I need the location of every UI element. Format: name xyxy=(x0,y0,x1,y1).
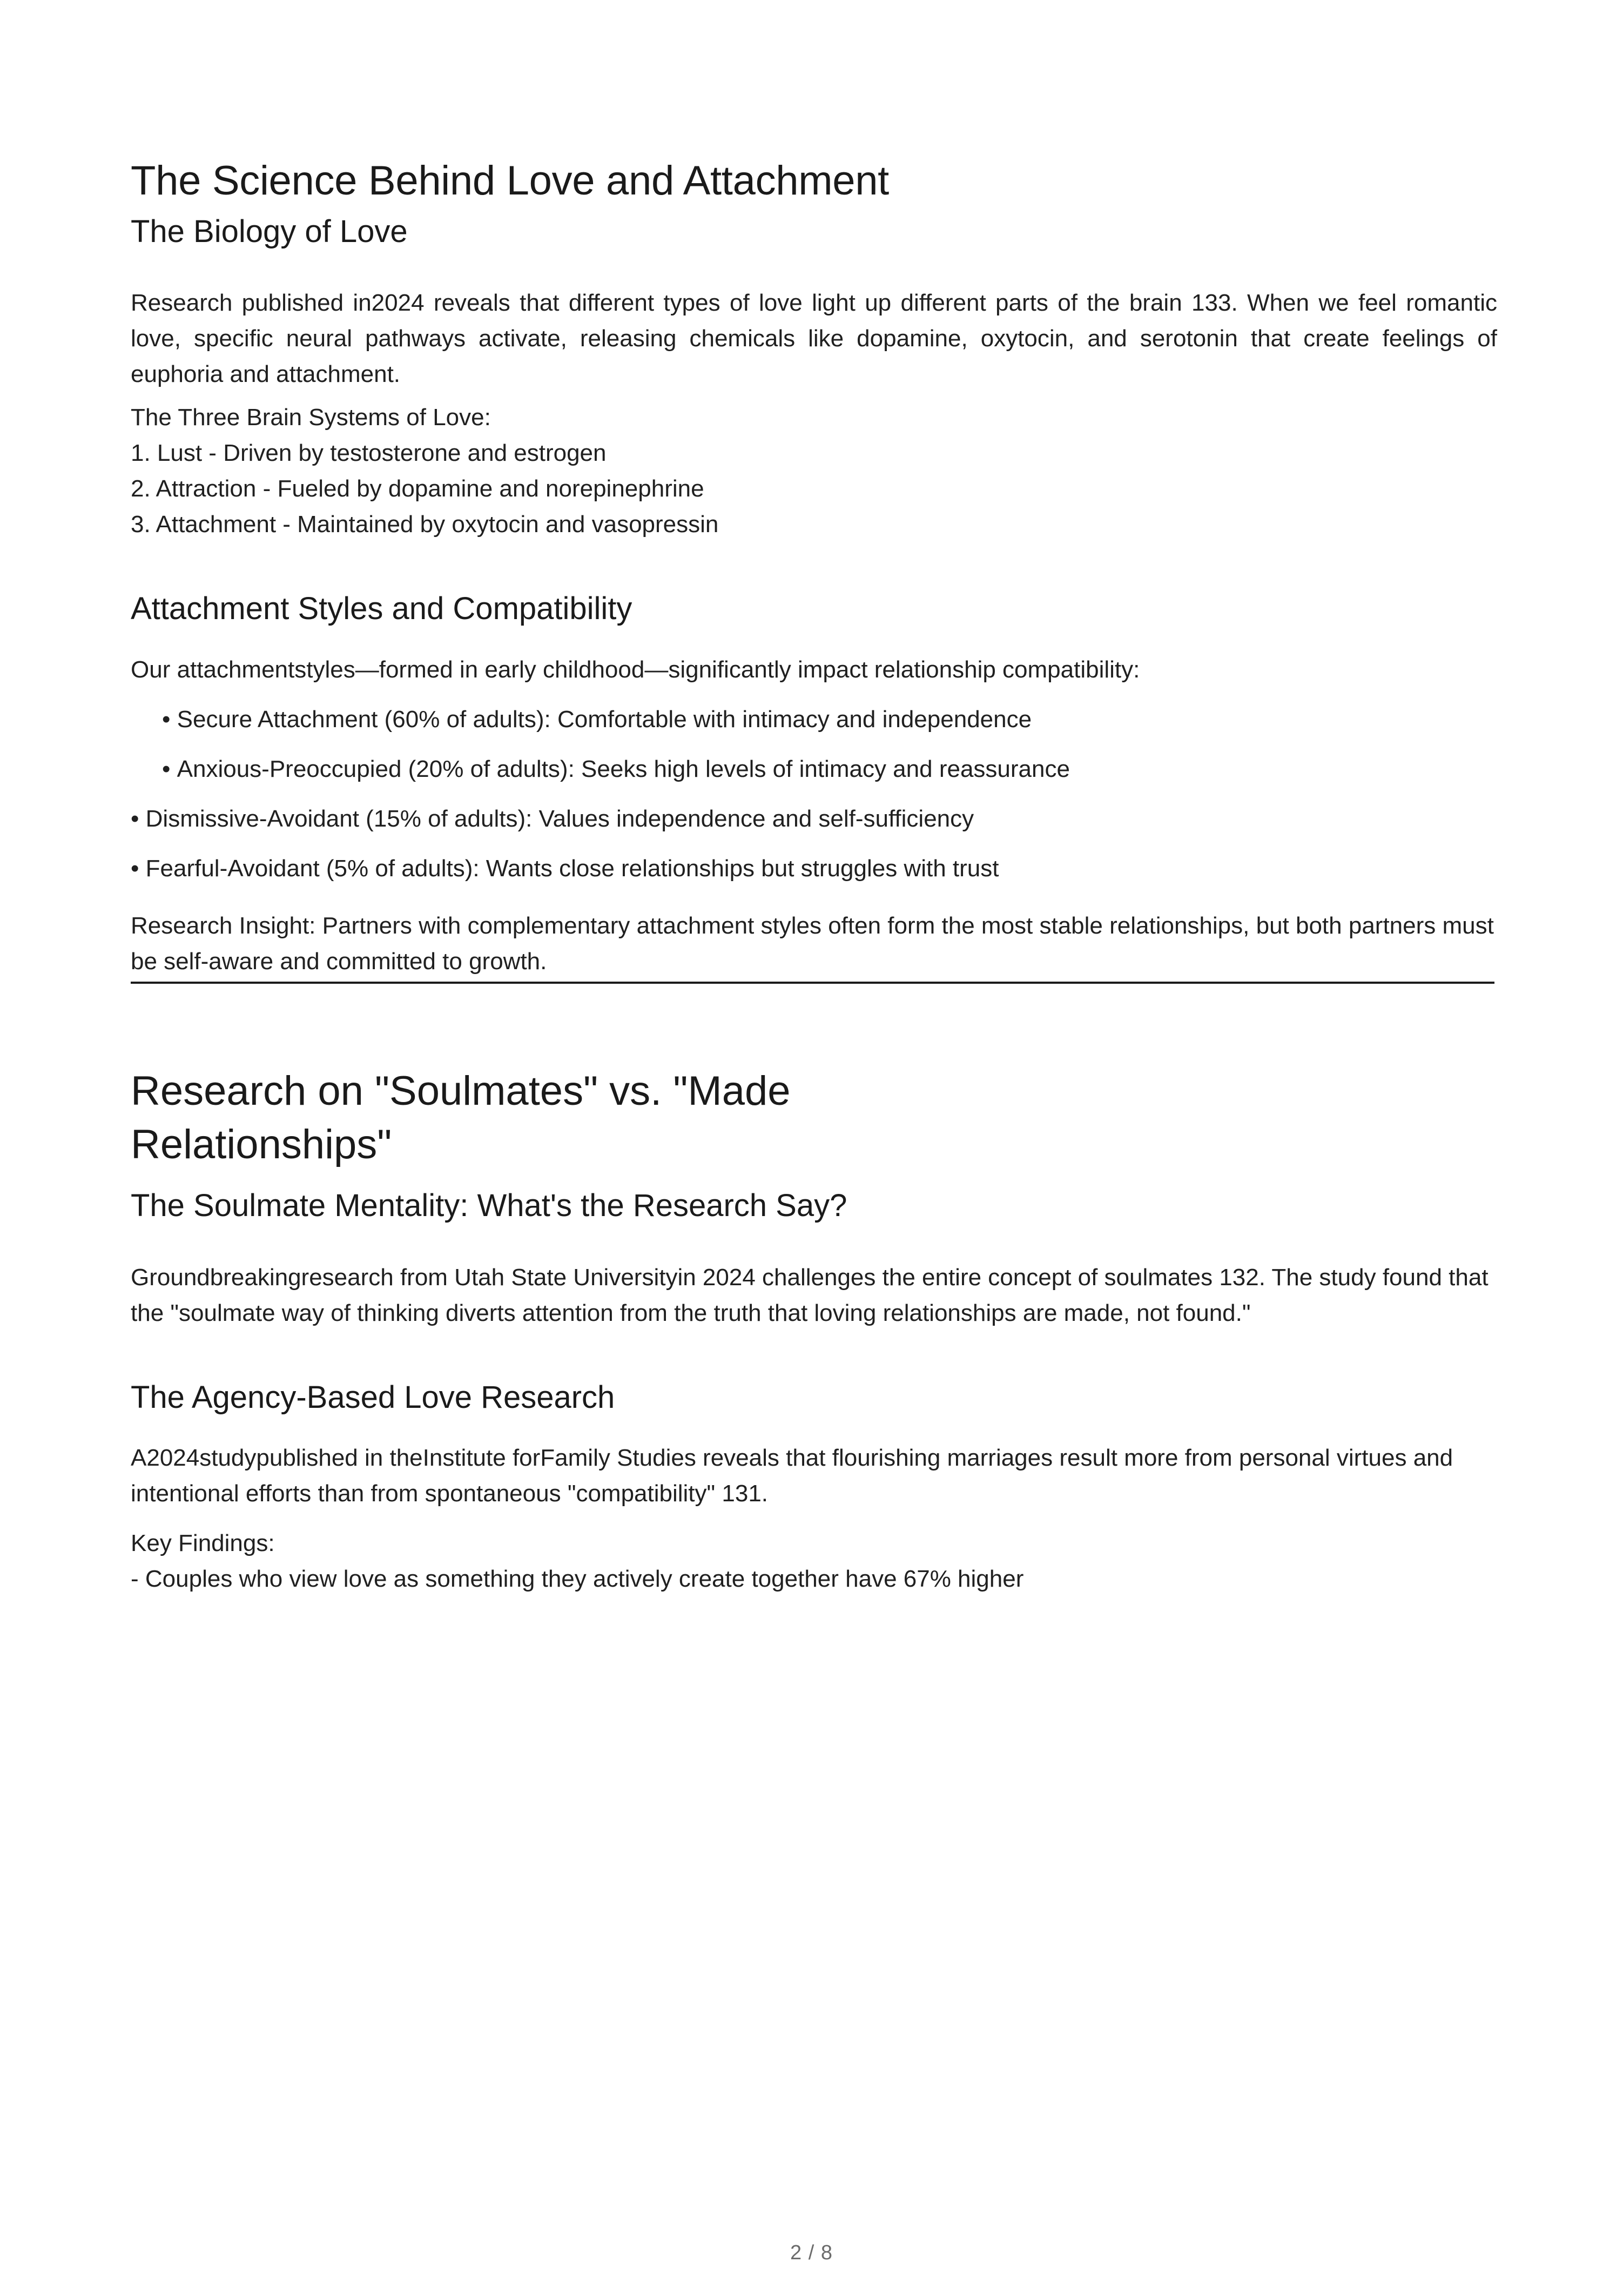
brain-systems-intro: The Three Brain Systems of Love: xyxy=(131,404,491,431)
section-heading-attachment-styles: Attachment Styles and Compatibility xyxy=(131,591,632,627)
key-findings-label: Key Findings: xyxy=(131,1530,275,1557)
list-item: • Anxious-Preoccupied (20% of adults): Seeks high levels of intimacy and reassurance xyxy=(131,751,1497,787)
brain-systems-block xyxy=(131,400,1497,542)
biology-paragraph: Research published in2024 reveals that different types of love light up different parts of the brain 133. When we feel romantic love, specific neural pathways activate, releasing chemicals like dopamine, oxytocin, and serotonin that create feelings of euphoria and attachment. xyxy=(131,290,1497,388)
attachment-styles-list xyxy=(131,702,1497,887)
key-finding-item-1: - Couples who view love as something they actively create together have 67% higher xyxy=(131,1561,1497,1597)
key-findings-block xyxy=(131,1526,1497,1597)
spacer xyxy=(131,251,1497,285)
research-insight-text: Research Insight: Partners with complementary attachment styles often form the most stable relationships, but both partners must be self-aware and committed to growth. xyxy=(131,912,1494,975)
spacer xyxy=(131,392,1497,400)
section-heading-biology: The Biology of Love xyxy=(131,213,408,249)
brain-system-item-3: 3. Attachment - Maintained by oxytocin and vasopressin xyxy=(131,511,719,538)
spacer xyxy=(131,1225,1497,1260)
section-heading-agency: The Agency-Based Love Research xyxy=(131,1379,615,1415)
brain-system-item-2: 2. Attraction - Fueled by dopamine and norepinephrine xyxy=(131,475,704,502)
soulmates-paragraph: Groundbreakingresearch from Utah State Universityin 2024 challenges the entire concept of soulmates 132. The study found that the "soulmate way of thinking diverts attention from the truth that loving relationships are made, not found." xyxy=(131,1264,1489,1326)
spacer xyxy=(131,1172,1497,1179)
spacer xyxy=(131,688,1497,702)
agency-paragraph: A2024studypublished in theInstitute forFamily Studies reveals that flourishing marriages result more from personal virtues and intentional efforts than from spontaneous "compatibility" 131. xyxy=(131,1445,1453,1507)
brain-system-item-1: 1. Lust - Driven by testosterone and estrogen xyxy=(131,440,607,467)
spacer xyxy=(131,1331,1497,1371)
research-insight-block xyxy=(131,908,1497,984)
page-title: The Science Behind Love and Attachment xyxy=(131,158,889,204)
page-number-indicator: 2 / 8 xyxy=(790,2241,833,2264)
page-content xyxy=(131,157,1497,1597)
list-item: • Fearful-Avoidant (5% of adults): Wants close relationships but struggles with trust xyxy=(131,851,1497,887)
section-heading-soulmates: Research on "Soulmates" vs. "Made Relationships" xyxy=(131,1068,791,1167)
section-subheading-soulmate-mentality: The Soulmate Mentality: What's the Research Say? xyxy=(131,1187,847,1223)
horizontal-rule xyxy=(131,982,1494,984)
list-item: • Dismissive-Avoidant (15% of adults): Values independence and self-sufficiency xyxy=(131,801,1497,837)
spacer xyxy=(131,984,1497,1065)
spacer xyxy=(131,1416,1497,1440)
attachment-styles-paragraph: Our attachmentstyles—formed in early childhood—significantly impact relationship compatibility: xyxy=(131,656,1140,683)
list-item: • Secure Attachment (60% of adults): Comfortable with intimacy and independence xyxy=(131,702,1497,737)
spacer xyxy=(131,628,1497,652)
spacer xyxy=(131,1512,1497,1526)
spacer xyxy=(131,901,1497,908)
